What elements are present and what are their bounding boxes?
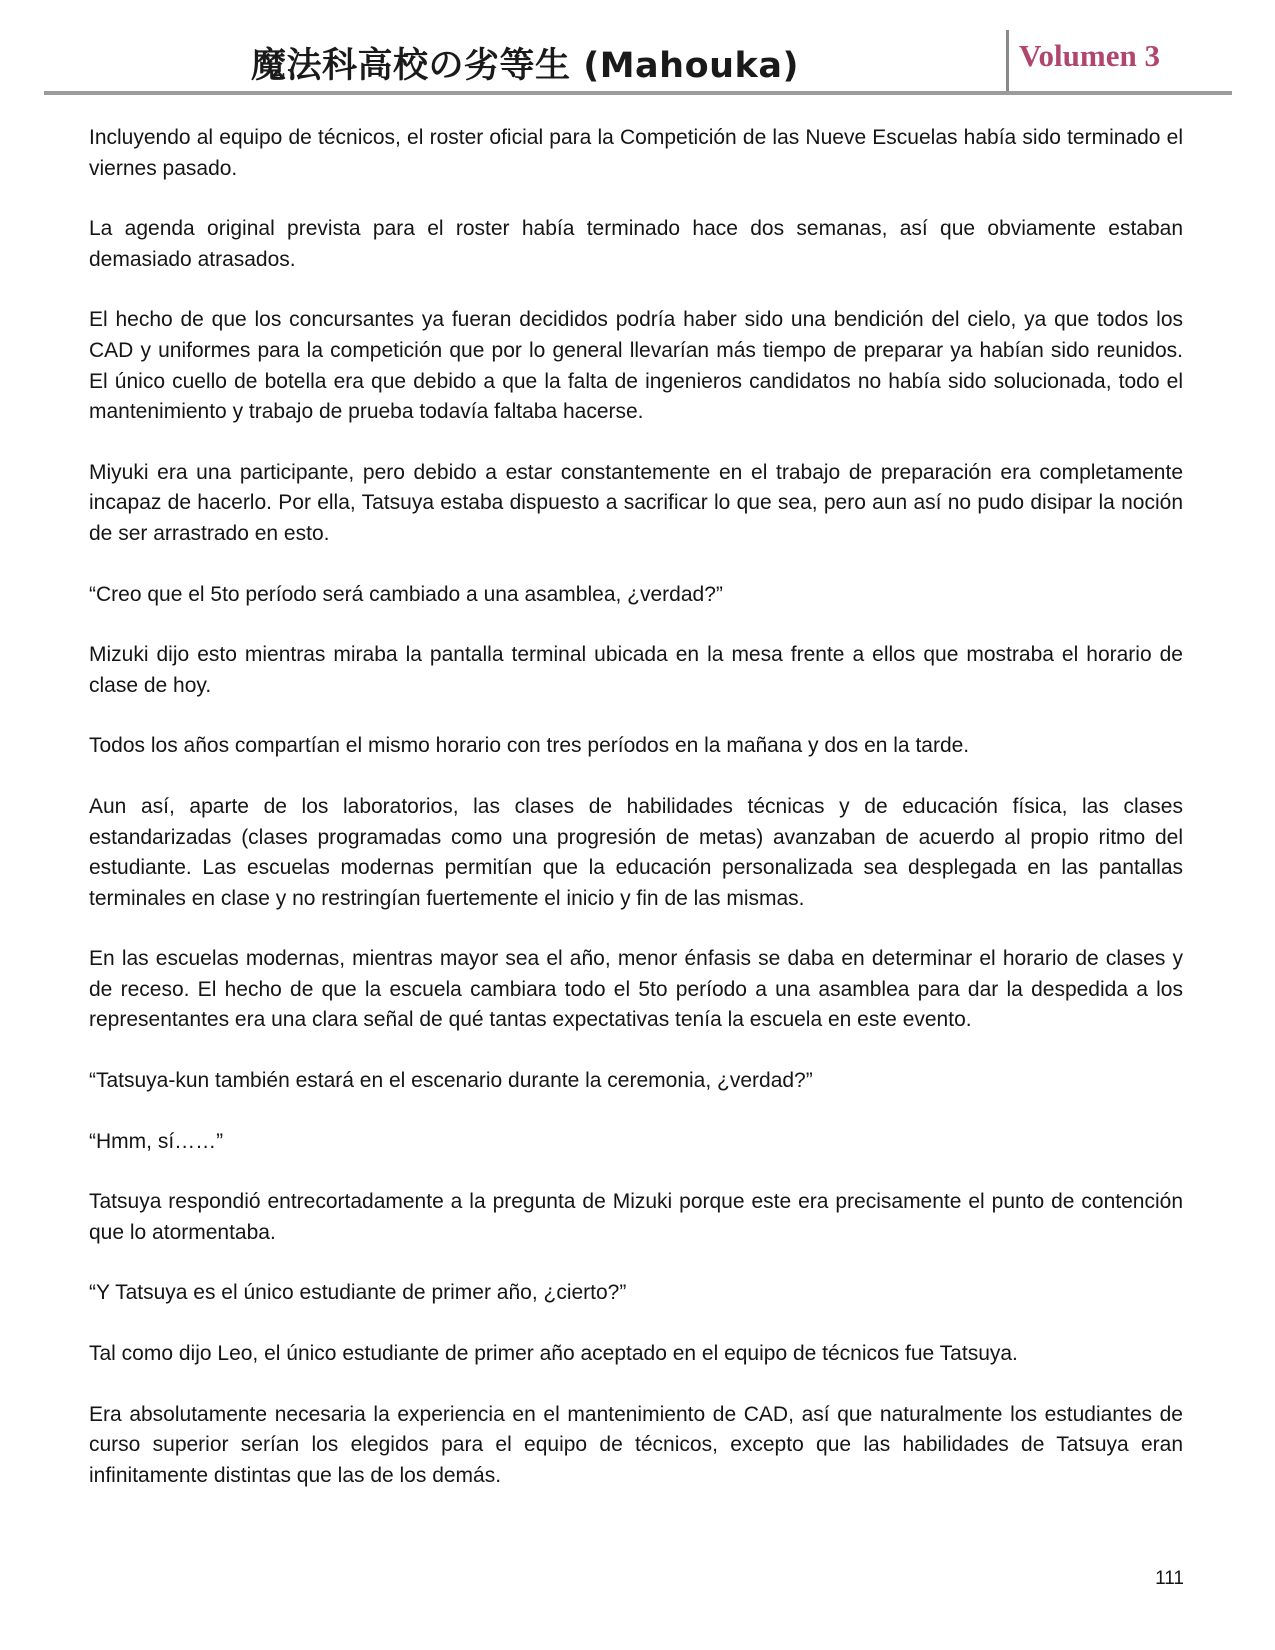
page-body — [89, 123, 1183, 1521]
dialogue-line: “Tatsuya-kun también estará en el escenario durante la ceremonia, ¿verdad?” — [89, 1069, 813, 1093]
paragraph: Todos los años compartían el mismo horario con tres períodos en la mañana y dos en la tarde. — [89, 734, 970, 758]
dialogue-line: “Y Tatsuya es el único estudiante de primer año, ¿cierto?” — [89, 1281, 627, 1305]
paragraph: La agenda original prevista para el roster había terminado hace dos semanas, así que obviamente estaban demasiado atrasados. — [89, 217, 1183, 271]
page-header — [44, 26, 1232, 92]
paragraph: Miyuki era una participante, pero debido a estar constantemente en el trabajo de preparación era completamente incapaz de hacerlo. Por ella, Tatsuya estaba dispuesto a sacrificar lo que sea, pero aun así no pudo disipar la noción de ser arrastrado en esto. — [89, 460, 1183, 545]
page-number: 111 — [1155, 1568, 1184, 1589]
paragraph: Aun así, aparte de los laboratorios, las clases de habilidades técnicas y de educación física, las clases estandarizadas (clases programadas como una progresión de metas) avanzaban de acuerdo al propio ritmo del estudiante. Las escuelas modernas permitían que la educación personalizada sea desplegada en las pantallas terminales en clase y no restringían fuertemente el inicio y fin de las mismas. — [89, 794, 1183, 910]
paragraph: En las escuelas modernas, mientras mayor sea el año, menor énfasis se daba en determinar el horario de clases y de receso. El hecho de que la escuela cambiara todo el 5to período a una asamblea para dar la despedida a los representantes era una clara señal de qué tantas expectativas tenía la escuela en este evento. — [89, 947, 1183, 1032]
dialogue-line: “Creo que el 5to período será cambiado a una asamblea, ¿verdad?” — [89, 582, 723, 606]
paragraph: Mizuki dijo esto mientras miraba la pantalla terminal ubicada en la mesa frente a ellos que mostraba el horario de clase de hoy. — [89, 643, 1183, 697]
header-rule — [44, 91, 1232, 95]
book-title: 魔法科高校の劣等生 (Mahouka) — [251, 46, 799, 86]
volume-label: Volumen 3 — [1019, 38, 1160, 73]
paragraph: Incluyendo al equipo de técnicos, el roster oficial para la Competición de las Nueve Escuelas había sido terminado el viernes pasado. — [89, 126, 1183, 180]
paragraph: Era absolutamente necesaria la experiencia en el mantenimiento de CAD, así que naturalmente los estudiantes de curso superior serían los elegidos para el equipo de técnicos, excepto que las habilidades de Tatsuya eran infinitamente distintas que las de los demás. — [89, 1402, 1183, 1487]
paragraph: Tatsuya respondió entrecortadamente a la pregunta de Mizuki porque este era precisamente el punto de contención que lo atormentaba. — [89, 1190, 1183, 1244]
paragraph: El hecho de que los concursantes ya fueran decididos podría haber sido una bendición del cielo, ya que todos los CAD y uniformes para la competición que por lo general llevarían más tiempo de preparar ya habían sido reunidos. El único cuello de botella era que debido a que la falta de ingenieros candidatos no había sido solucionada, todo el mantenimiento y trabajo de prueba todavía faltaba hacerse. — [89, 308, 1183, 424]
header-divider — [1006, 30, 1009, 92]
dialogue-line: “Hmm, sí……” — [89, 1129, 224, 1153]
paragraph: Tal como dijo Leo, el único estudiante de primer año aceptado en el equipo de técnicos fue Tatsuya. — [89, 1342, 1018, 1366]
